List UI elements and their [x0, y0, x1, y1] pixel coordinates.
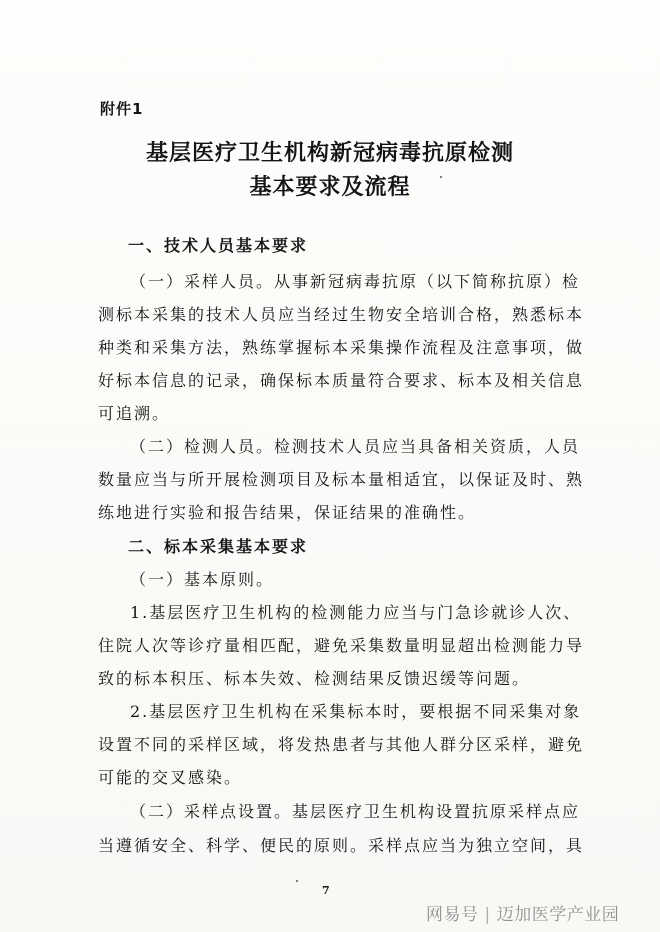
watermark-account: 迈加医学产业园: [496, 905, 620, 925]
body-line: 种类和采集方法，熟练掌握标本采集操作流程及注意事项，做: [98, 338, 585, 357]
body-line: 数量应当与所开展检测项目及标本量相适宜，以保证及时、熟: [98, 470, 585, 489]
body-line: 可能的交叉感染。: [98, 768, 243, 787]
watermark-separator: |: [484, 905, 491, 925]
scan-speck: [296, 880, 298, 882]
source-watermark: [426, 900, 619, 925]
body-line: （二）检测人员。检测技术人员应当具备相关资质，人员: [130, 437, 581, 456]
section-heading-technical-staff: 一、技术人员基本要求: [128, 236, 309, 255]
scan-speck: [440, 176, 442, 178]
document-title-line-2: 基本要求及流程: [249, 175, 411, 200]
document-title-line-1: 基层医疗卫生机构新冠病毒抗原检测: [145, 141, 514, 166]
watermark-source: 网易号: [426, 905, 479, 925]
body-line: 练地进行实验和报告结果，保证结果的准确性。: [98, 503, 477, 522]
body-line: 2.基层医疗卫生机构在采集标本时，要根据不同采集对象: [130, 702, 582, 721]
body-line: 测标本采集的技术人员应当经过生物安全培训合格，熟悉标本: [98, 305, 585, 324]
body-line: 1.基层医疗卫生机构的检测能力应当与门急诊就诊人次、: [130, 603, 582, 622]
section-heading-sample-collection: 二、标本采集基本要求: [128, 537, 309, 556]
body-line: 可追溯。: [98, 404, 171, 423]
body-line: （二）采样点设置。基层医疗卫生机构设置抗原采样点应: [130, 802, 581, 821]
body-line: （一）基本原则。: [130, 570, 275, 589]
body-line: 设置不同的采样区域，将发热患者与其他人群分区采样，避免: [98, 735, 585, 754]
body-line: 致的标本积压、标本失效、检测结果反馈迟缓等问题。: [98, 669, 531, 688]
body-line: 好标本信息的记录，确保标本质量符合要求、标本及相关信息: [98, 371, 585, 390]
body-line: 当遵循安全、科学、便民的原则。采样点应当为独立空间，具: [98, 836, 585, 855]
body-line: （一）采样人员。从事新冠病毒抗原（以下简称抗原）检: [130, 272, 581, 291]
body-line: 住院人次等诊疗量相匹配，避免采集数量明显超出检测能力导: [98, 636, 585, 655]
attachment-label: 附件1: [100, 100, 144, 118]
page-number: 7: [322, 884, 330, 897]
